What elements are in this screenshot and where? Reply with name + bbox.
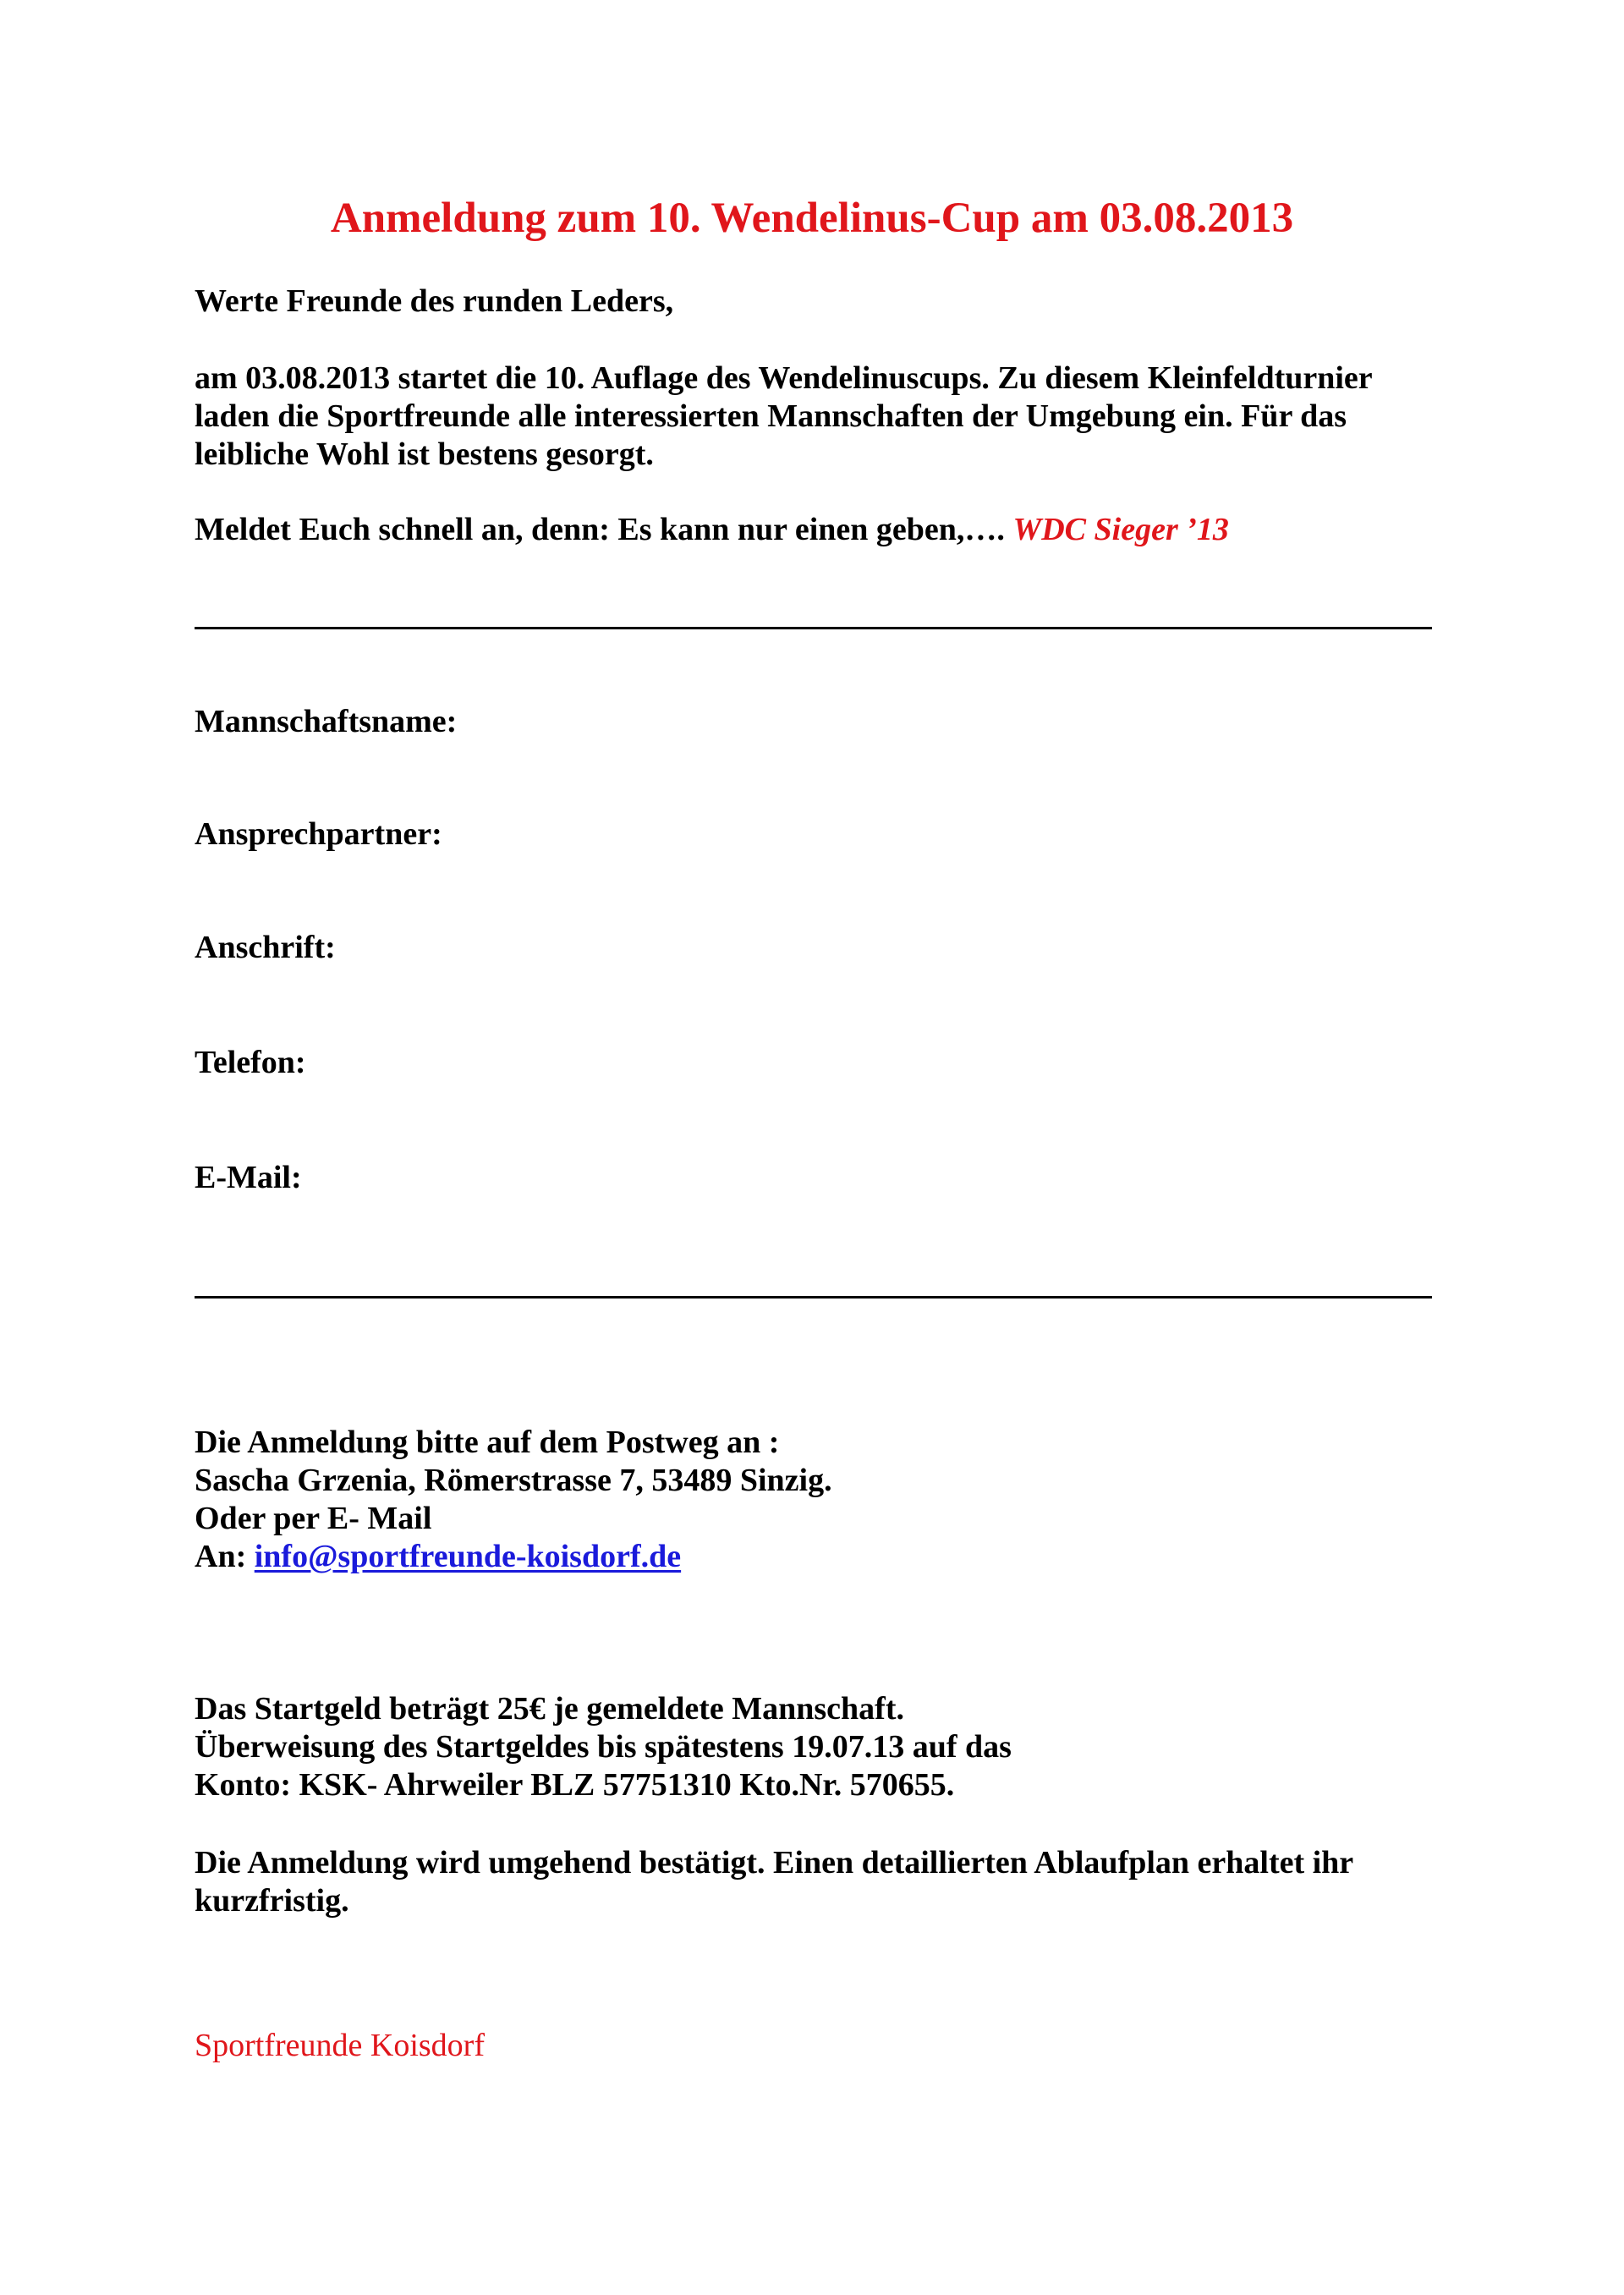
divider-top <box>195 627 1432 629</box>
divider-bottom <box>195 1296 1432 1298</box>
field-label-contact-person: Ansprechpartner: <box>195 816 442 852</box>
call-to-action-highlight: WDC Sieger ’13 <box>1012 512 1229 547</box>
greeting: Werte Freunde des runden Leders, <box>195 283 674 319</box>
postal-instructions <box>195 1424 832 1576</box>
confirmation-note <box>195 1844 1353 1920</box>
email-link[interactable]: info@sportfreunde-koisdorf.de <box>254 1539 682 1574</box>
field-label-team-name: Mannschaftsname: <box>195 704 458 739</box>
field-label-address: Anschrift: <box>195 930 336 965</box>
call-to-action <box>195 510 1229 549</box>
signature: Sportfreunde Koisdorf <box>195 2028 485 2063</box>
intro-line: laden die Sportfreunde alle interessierten Mannschaften der Umgebung ein. Für das <box>195 398 1347 434</box>
email-line <box>195 1538 832 1576</box>
field-label-phone: Telefon: <box>195 1045 306 1080</box>
postal-address: Sascha Grzenia, Römerstrasse 7, 53489 Sinzig. <box>195 1463 832 1498</box>
fee-information <box>195 1690 1012 1804</box>
call-to-action-text: Meldet Euch schnell an, denn: Es kann nur einen geben,…. <box>195 512 1005 547</box>
bank-details-line: Konto: KSK- Ahrweiler BLZ 57751310 Kto.Nr. 570655. <box>195 1767 955 1803</box>
fee-line: Das Startgeld beträgt 25€ je gemeldete Mannschaft. <box>195 1691 904 1727</box>
fee-line: Überweisung des Startgeldes bis spätestens 19.07.13 auf das <box>195 1729 1012 1765</box>
field-label-email: E-Mail: <box>195 1160 302 1195</box>
intro-line: leibliche Wohl ist bestens gesorgt. <box>195 436 654 472</box>
confirmation-line: Die Anmeldung wird umgehend bestätigt. Einen detaillierten Ablaufplan erhaltet ihr <box>195 1845 1354 1880</box>
intro-line: am 03.08.2013 startet die 10. Auflage des Wendelinuscups. Zu diesem Kleinfeldturnier <box>195 360 1373 396</box>
email-prefix: An: <box>195 1539 255 1574</box>
intro-paragraph <box>195 360 1373 474</box>
postal-line: Die Anmeldung bitte auf dem Postweg an : <box>195 1425 780 1460</box>
document-title: Anmeldung zum 10. Wendelinus-Cup am 03.08.2013 <box>330 195 1294 242</box>
email-option-line: Oder per E- Mail <box>195 1501 432 1536</box>
confirmation-line: kurzfristig. <box>195 1883 349 1919</box>
